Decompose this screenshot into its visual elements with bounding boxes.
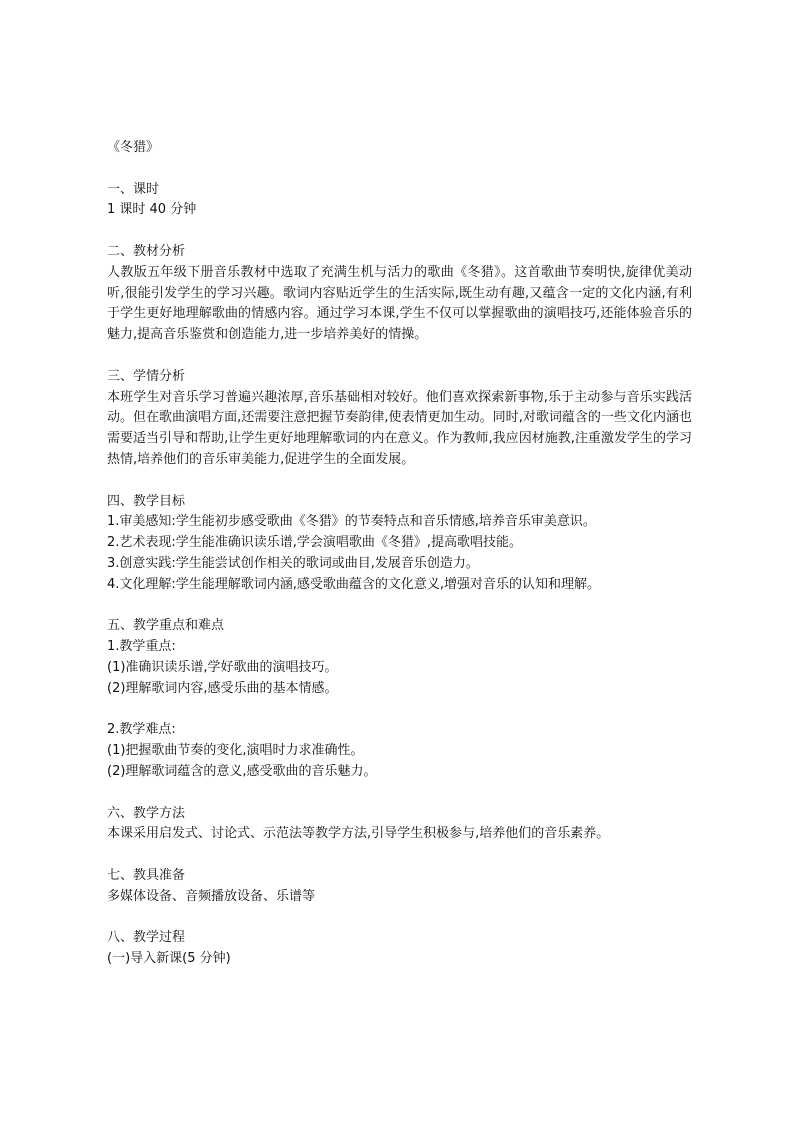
key-points-subheading: 1.教学重点: [107, 639, 176, 655]
teaching-goal-item: 2.艺术表现:学生能准确识读乐谱,学会演唱歌曲《冬猎》,提高歌唱技能。 [107, 535, 523, 551]
section-heading-teaching-goals: 四、教学目标 [107, 493, 186, 509]
spacer [107, 845, 692, 866]
difficulty-item: (1)把握歌曲节奏的变化,演唱时力求准确性。 [107, 743, 364, 759]
teaching-goal-item: 4.文化理解:学生能理解歌词内涵,感受歌曲蕴含的文化意义,增强对音乐的认知和理解。 [107, 576, 601, 592]
section-heading-textbook-analysis: 二、教材分析 [107, 243, 186, 259]
section-heading-teaching-methods: 六、教学方法 [107, 805, 186, 821]
student-analysis-paragraph: 本班学生对音乐学习普遍兴趣浓厚,音乐基础相对较好。他们喜欢探索新事物,乐于主动参与音乐实践活动。但在歌曲演唱方面,还需要注意把握节奏韵律,使表情更加生动。同时,对歌词蕴含的一些文化内涵也需要适当引导和帮助,让学生更好地理解歌词的内在意义。作为教师,我应因材施教,注重激发学生的学习热情,培养他们的音乐审美能力,促进学生的全面发展。 [107, 389, 692, 467]
section-heading-student-analysis: 三、学情分析 [107, 368, 186, 384]
teaching-goal-item: 1.审美感知:学生能初步感受歌曲《冬猎》的节奏特点和音乐情感,培养音乐审美意识。 [107, 514, 596, 530]
difficulty-item: (2)理解歌词蕴含的意义,感受歌曲的音乐魅力。 [107, 763, 377, 779]
section-heading-lesson-hours: 一、课时 [107, 181, 160, 197]
teaching-methods-text: 本课采用启发式、讨论式、示范法等教学方法,引导学生积极参与,培养他们的音乐素养。 [107, 826, 610, 842]
section-heading-teaching-process: 八、教学过程 [107, 930, 186, 946]
key-point-item: (2)理解歌词内容,感受乐曲的基本情感。 [107, 680, 338, 696]
lesson-hours-text: 1 课时 40 分钟 [107, 202, 197, 218]
teaching-process-step: (一)导入新课(5 分钟) [107, 951, 231, 967]
section-heading-key-points: 五、教学重点和难点 [107, 618, 225, 634]
spacer [107, 346, 692, 367]
spacer [107, 700, 692, 721]
textbook-analysis-paragraph: 人教版五年级下册音乐教材中选取了充满生机与活力的歌曲《冬猎》。这首歌曲节奏明快,旋律优美动听,很能引发学生的学习兴趣。歌词内容贴近学生的生活实际,既生动有趣,又蕴含一定的文化内涵,有利于学生更好地理解歌曲的情感内容。通过学习本课,学生不仅可以掌握歌曲的演唱技巧,还能体验音乐的魅力,提高音乐鉴赏和创造能力,进一步培养美好的情操。 [107, 264, 692, 343]
document-title: 《冬猎》 [107, 140, 160, 155]
spacer [107, 159, 692, 180]
spacer [107, 596, 692, 617]
teaching-goal-item: 3.创意实践:学生能尝试创作相关的歌词或曲目,发展音乐创造力。 [107, 555, 479, 571]
difficulties-subheading: 2.教学难点: [107, 722, 176, 738]
teaching-aids-text: 多媒体设备、音频播放设备、乐谱等 [107, 888, 316, 904]
spacer [107, 221, 692, 242]
spacer [107, 907, 692, 928]
key-point-item: (1)准确识读乐谱,学好歌曲的演唱技巧。 [107, 659, 338, 675]
spacer [107, 783, 692, 804]
document-body [107, 138, 692, 970]
spacer [107, 471, 692, 492]
section-heading-teaching-aids: 七、教具准备 [107, 867, 186, 883]
